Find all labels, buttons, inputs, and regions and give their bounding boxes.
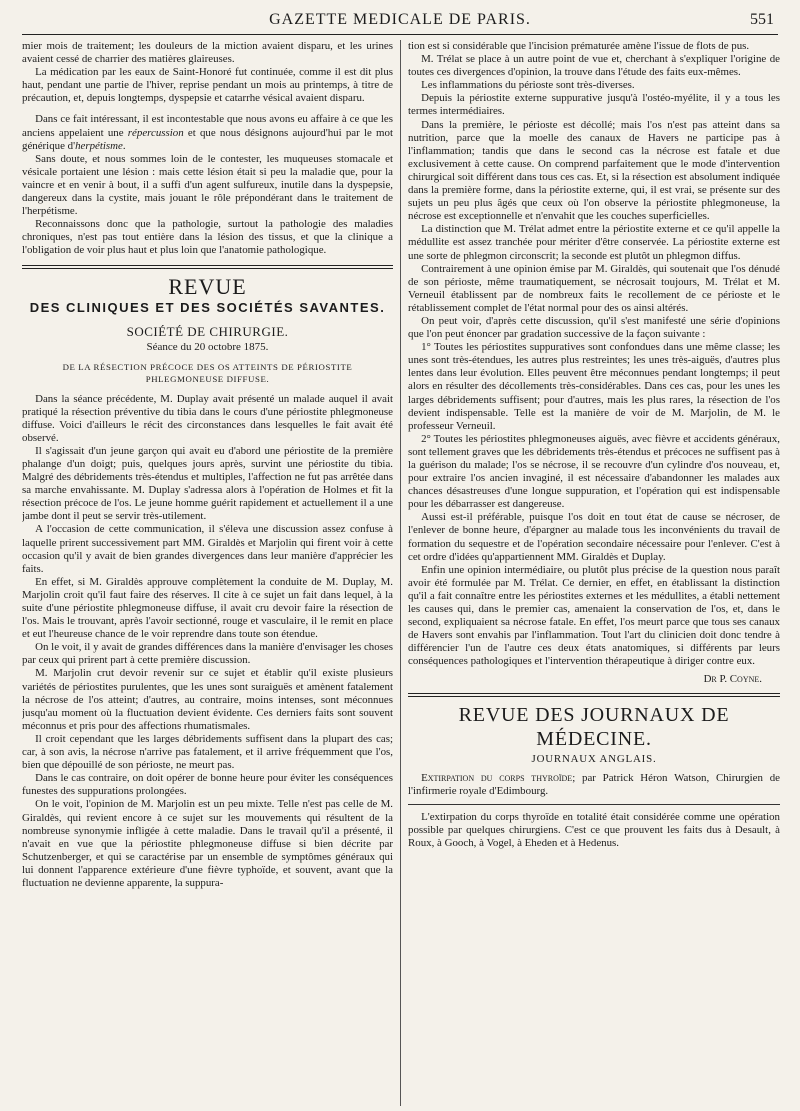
column-divider — [400, 40, 401, 1106]
paragraph: tion est si considérable que l'incision prématurée amène l'issue de flots de pus. — [408, 40, 750, 52]
paragraph: Depuis la périostite externe suppurative jusqu'à l'ostéo-myélite, il y a tous les termes intermédiaires. — [408, 92, 780, 118]
paragraph: Contrairement à une opinion émise par M. Giraldès, qui soutenait que l'os dénudé de son périoste, même traumatiquement, se nécrosait toujours, M. Trélat et M. Verneuil établissent par de nombreux faits le recollement de ce périoste et le rétablissement complet de l'état normal pour des os ainsi altérés. — [408, 262, 780, 314]
running-header — [22, 8, 778, 35]
society-heading: SOCIÉTÉ DE CHIRURGIE. — [126, 323, 289, 339]
spacer — [22, 105, 393, 113]
author-signature: Dr P. Coyne. — [703, 672, 762, 685]
paragraph: Il s'agissait d'un jeune garçon qui avait eu d'abord une périostite de la première phalange d'un doigt; puis, quelques jours après, survint une périostite du tibia. Malgré des débridements très-étendus et multiples, l'affection ne fut pas arrêtée dans sa marche envahissante. M. Duplay s'adressa alors à l'opération de Holmes et fit la résection précoce de l'os. Le jeune homme guérit rapidement et actuellement il a une jambe dont il peut se servir très-utilement. — [22, 444, 393, 523]
publication-title: GAZETTE MEDICALE DE PARIS. — [269, 11, 531, 28]
section-title: REVUE DES JOURNAUX DE MÉDECINE. — [458, 703, 730, 750]
left-column — [22, 40, 393, 1106]
paragraph: Dans la première, le périoste est décollé; mais l'os n'est pas atteint dans sa nutrition, parce que la moelle des canaux de Havers ne participe pas à l'inflammation; tandis que dans le second cas la nécrose est fatale et due exclusivement à cette cause. On comprend parfaitement que le mode d'intervention chirurgical soit différent dans tous ces cas. Et, si la résection est absolument indiquée dans la première forme, dans la périostite externe, qui, il est vrai, se présente sur des sujets un peu plus âgés que ceux où l'on observe la périostite phlegmoneuse, la nécrose est exceptionnelle et n'envahit que les couches superficielles. — [408, 118, 780, 223]
page-number: 551 — [750, 11, 774, 28]
paragraph: L'extirpation du corps thyroïde en totalité était considérée comme une opération possible par quelques chirurgiens. C'est ce que prouvent les faits dus à Desault, à Roux, à Gooch, à Vogel, à Eheden et à Hedenus. — [408, 810, 780, 850]
paragraph: La médication par les eaux de Saint-Honoré fut continuée, comme il est dit plus haut, pendant une partie de l'hiver, reprise pendant un mois au printemps, à titre de précaution, et, depuis longtemps, dyspepsie et catarrhe vésical avaient disparu. — [22, 66, 393, 105]
paragraph: Les inflammations du périoste sont très-diverses. — [421, 79, 635, 92]
divider — [408, 804, 780, 805]
citation-title: Extirpation du corps thyroïde — [421, 771, 573, 784]
section-title: REVUE — [168, 273, 247, 299]
paragraph: On le voit, il y avait de grandes différences dans la manière d'envisager les choses par ceux qui prirent part à cette première discussion. — [22, 641, 393, 667]
section-divider — [22, 265, 393, 269]
paragraph: mier mois de traitement; les douleurs de la miction avaient disparu, et les urines avaient cessé de charrier des matières glaireuses. — [22, 40, 393, 66]
text-run: . — [122, 139, 126, 152]
paragraph: Dans la séance précédente, M. Duplay avait présenté un malade auquel il avait pratiqué la résection préventive du tibia dans le cours d'une périostite phlegmoneuse diffuse. Voici d'ailleurs le récit des circonstances dans lesquelles le fait avait été observé. — [22, 392, 393, 444]
paragraph — [22, 113, 393, 152]
paragraph: En effet, si M. Giraldès approuve complètement la conduite de M. Duplay, M. Marjolin croit qu'il faut faire des réserves. Il cite à ce sujet un fait dans lequel, à la suite d'une périostite phlegmoneuse diffuse, il avait cru devoir faire la résection de l'os. Mais le trouvant, après l'avoir sectionné, rouge et vasculaire, il le remit en place et eut l'heureuse chance de le voir reprendre dans toute son étendue. — [22, 575, 393, 641]
session-date: Séance du 20 octobre 1875. — [146, 340, 269, 353]
paragraph: La distinction que M. Trélat admet entre la périostite externe et ce qu'il appelle la médullite est assez tranchée pour mériter d'être conservée. La périostite externe est une sorte de phlegmon circonscrit; la seconde est plutôt un phlegmon diffus. — [408, 223, 780, 262]
paragraph: Reconnaissons donc que la pathologie, surtout la pathologie des maladies chroniques, n'est pas tout entière dans la lésion des tissus, et que la clinique a l'obligation de voir plus haut et plus loin que l'anatomie pathologique. — [22, 218, 393, 257]
paragraph: On peut voir, d'après cette discussion, qu'il s'est manifesté une série d'opinions que l'on peut énoncer par gradation successive de la façon suivante : — [408, 314, 780, 341]
emphasis: herpétisme — [75, 139, 123, 152]
paragraph: M. Marjolin crut devoir revenir sur ce sujet et établir qu'il existe plusieurs variétés de périostites purulentes, que les unes sont suraiguës et amènent fatalement la nécrose de l'os atteint; d'autres, au contraire, moins intenses, sont méconnues jusqu'au moment où la fluctuation devient évidente. Ces derniers faits sont souvent méconnus et pris pour des affections rhumatismales. — [22, 667, 393, 732]
paragraph: 1° Toutes les périostites suppuratives sont confondues dans une même classe; les unes sont très-étendues, les autres plus restreintes; les unes très-aiguës, d'autres plus lentes dans leur évolution. Elles peuvent être méconnues pendant longtemps; il peut alors en résulter des décollements très-considérables. Dans ces cas, pour les unes les larges débridements suffisent; pour d'autres, mais les plus rares, la résection de l'os devient indispensable. Telle est la manière de voir de M. Marjolin, de M. le professeur Verneuil. — [408, 341, 780, 432]
paragraph: Sans doute, et nous sommes loin de le contester, les muqueuses stomacale et vésicale portaient une lésion : mais cette lésion était si peu la maladie que, pour la vaincre et en venir à bout, il a suffi d'un agent sulfureux, inutile dans la dyspepsie, dangereux dans la cystite, mais jouant le rôle prépondérant dans le traitement de l'herpétisme. — [22, 152, 393, 218]
paragraph: On le voit, l'opinion de M. Marjolin est un peu mixte. Telle n'est pas celle de M. Giraldès, qui revient encore à ce sujet sur les mouvements qui résultent de la nombreuse synonymie infligée à cette maladie. Dans le travail qu'il a présenté, il n'avait en vue que la périostite phlegmoneuse diffuse si bien décrite par Schutzenberger, et qui se caractérise par un ensemble de symptômes généraux qui lui donnent l'apparence extérieure d'une fièvre typhoïde, et souvent, avant que la fluctuation ne devienne apparente, la suppura- — [22, 798, 393, 889]
paragraph: Il croit cependant que les larges débridements suffisent dans la plupart des cas; car, à son avis, la nécrose n'arrive pas fatalement, et il arrive fréquemment que l'os, bien que dépouillé de son périoste, ne meurt pas. — [22, 732, 393, 772]
text-run: Dans ce fait intéressant, il est incontestable que nous avons eu affaire à ce que les anciens appelaient une — [22, 113, 393, 139]
paragraph: A l'occasion de cette communication, il s'éleva une discussion assez confuse à laquelle prirent successivement part MM. Giraldès et Marjolin qui firent voir à cette occasion qu'il y avait de bien grandes divergences dans leur manière d'apprécier les faits. — [22, 523, 393, 575]
article-heading: DE LA RÉSECTION PRÉCOCE DES OS ATTEINTS DE PÉRIOSTITE PHLEGMONEUSE DIFFUSE. — [62, 361, 353, 384]
citation — [408, 772, 780, 798]
paragraph: Aussi est-il préférable, puisque l'os doit en tout état de cause se nécroser, de l'enlever de bonne heure, d'épargner au malade tous les inconvénients du travail de formation du sequestre et de l'opération secondaire nécessaire pour l'enlever. C'est à cet ordre d'idées qu'appartiennent MM. Giraldès et Duplay. — [408, 511, 780, 563]
paragraph: Enfin une opinion intermédiaire, ou plutôt plus précise de la question nous paraît avoir été formulée par M. Trélat. Ce dernier, en effet, en établissant la distinction qu'il a fait connaître entre les périostites externes et les médullites, a établi nettement les causes qui, dans le premier cas, amenaient la conservation de l'os, et, dans le second, expliquaient sa nécrose fatale. En effet, l'os meurt parce que tous ses canaux de Havers sont envahis par l'inflammation. Tout l'art du clinicien doit donc tendre à différencier l'un de l'autre ces deux états anatomiques, si différents par leurs conséquences pathologiques et l'intervention thérapeutique à diriger contre eux. — [408, 563, 780, 668]
text-run: et que nous désignons aujourd'hui par le mot générique d' — [22, 126, 393, 152]
paragraph: Dans le cas contraire, on doit opérer de bonne heure pour éviter les conséquences funestes des suppurations prolongées. — [22, 772, 393, 798]
right-column — [408, 40, 780, 1106]
paragraph: 2° Toutes les périostites phlegmoneuses aiguës, avec fièvre et accidents généraux, sont tellement graves que les débridements très-étendus et précoces ne suffisent pas à la guérison du malade; l'os se nécrose, il se recouvre d'un cylindre d'os nouveau, et, pour extraire l'os ancien invaginé, il est nécessaire d'abandonner les malades aux chances désastreuses d'une longue suppuration, et l'opération qui est indispensable pour les débarrasser est dangereuse. — [408, 432, 780, 511]
paragraph: M. Trélat se place à un autre point de vue et, cherchant à s'expliquer l'origine de toutes ces divergences d'opinion, la trouve dans l'étude des faits eux-mêmes. — [408, 53, 780, 79]
emphasis: répercussion — [127, 126, 184, 139]
section-subtitle: DES CLINIQUES ET DES SOCIÉTÉS SAVANTES. — [29, 299, 386, 315]
section-subtitle: JOURNAUX ANGLAIS. — [531, 752, 657, 765]
citation-rest: ; par Patrick Héron Watson, Chirurgien de l'infirmerie royale d'Edimbourg. — [408, 771, 780, 797]
section-divider — [408, 693, 780, 697]
